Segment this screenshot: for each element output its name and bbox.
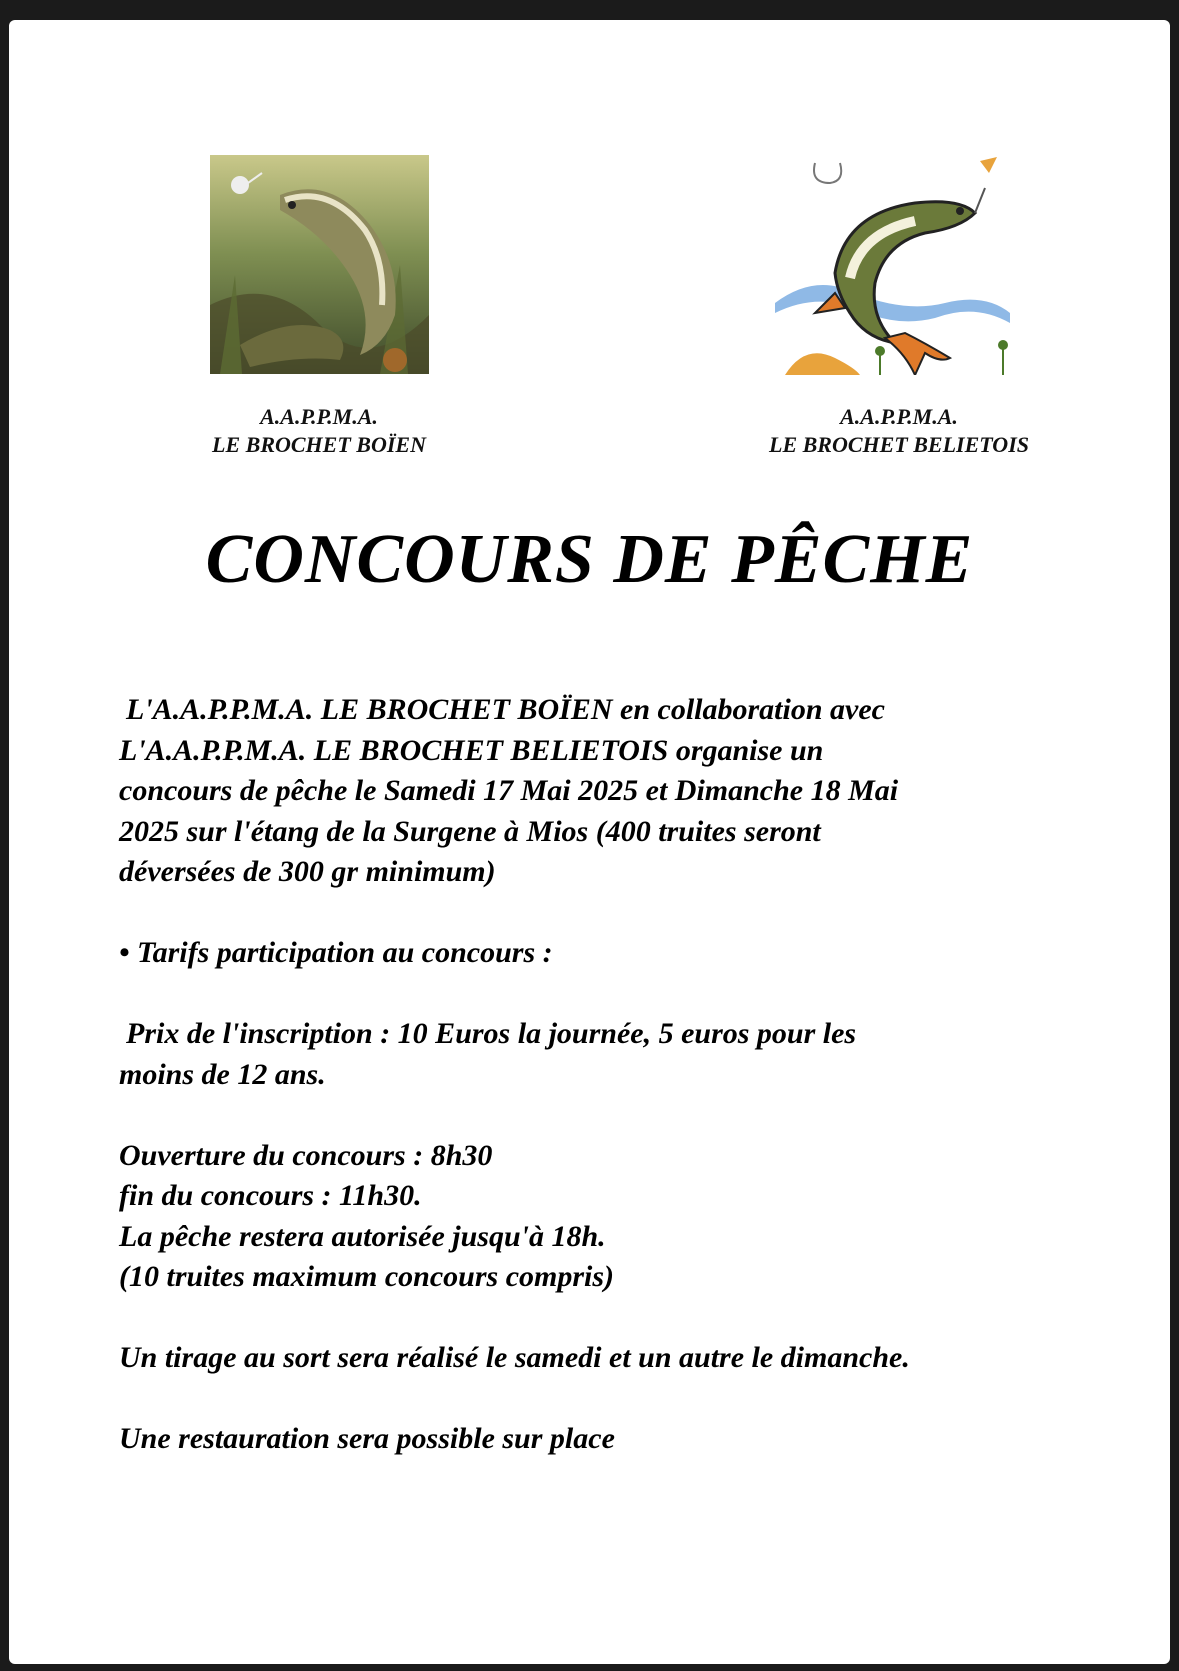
horaires-line-2: fin du concours : 11h30. (119, 1179, 422, 1212)
club-name-right (709, 403, 1089, 459)
club-left-line2: LE BROCHET BOÏEN (212, 432, 426, 457)
spacer (119, 1298, 1119, 1339)
club-name-left (159, 403, 479, 459)
pike-cartoon-icon (775, 153, 1010, 375)
intro-line-1: L'A.A.P.P.M.A. LE BROCHET BOÏEN en collaboration avec (126, 693, 885, 726)
spacer (119, 974, 1119, 1015)
page-title: CONCOURS DE PÊCHE (205, 521, 974, 598)
spacer (119, 1095, 1119, 1136)
club-right-line1: A.A.P.P.M.A. (840, 404, 958, 429)
pike-painting-icon (210, 155, 429, 374)
prix-line-1: Prix de l'inscription : 10 Euros la journée, 5 euros pour les (126, 1017, 857, 1050)
document-page (9, 20, 1170, 1664)
club-left-line1: A.A.P.P.M.A. (260, 404, 378, 429)
intro-line-4: 2025 sur l'étang de la Surgene à Mios (400 truites seront (119, 814, 821, 848)
prix-line-2: moins de 12 ans. (119, 1057, 326, 1091)
restauration-line: Une restauration sera possible sur place (119, 1422, 615, 1455)
horaires-line-4: (10 truites maximum concours compris) (119, 1260, 615, 1293)
intro-line-5: déversées de 300 gr minimum) (119, 855, 496, 888)
tirage-line: Un tirage au sort sera réalisé le samedi et un autre le dimanche. (119, 1341, 910, 1374)
club-right-line2: LE BROCHET BELIETOIS (769, 432, 1029, 457)
spacer (119, 1379, 1119, 1420)
intro-line-3: concours de pêche le Samedi 17 Mai 2025 et Dimanche 18 Mai (119, 774, 899, 807)
body-text (119, 690, 1119, 1460)
horaires-line-1: Ouverture du concours : 8h30 (119, 1138, 493, 1172)
horaires-line-3: La pêche restera autorisée jusqu'à 18h. (119, 1219, 606, 1253)
intro-line-2: L'A.A.P.P.M.A. LE BROCHET BELIETOIS organise un (119, 733, 824, 767)
spacer (119, 893, 1119, 934)
tarifs-heading: • Tarifs participation au concours : (119, 936, 553, 969)
